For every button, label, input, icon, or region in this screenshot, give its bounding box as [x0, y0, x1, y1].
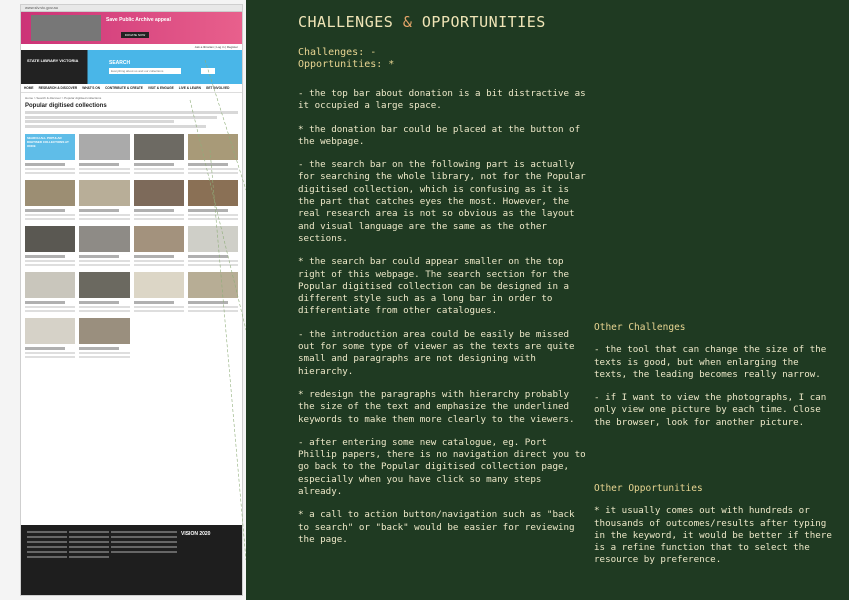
nav-item[interactable]: GET INVOLVED	[205, 86, 230, 90]
note-paragraph: - the search bar on the following part is actually for searching the whole library, not for the Popular digitised collection, which is confusing as it is the part that catches eyes the most. However, the real research area is not so obvious as the layout and visual language are the same as the other sections.	[298, 159, 586, 244]
donation-title: Save Public Archive appeal	[106, 17, 171, 23]
side-paragraph: - the tool that can change the size of the texts is good, but when enlarging the texts, the leading becomes really narrow.	[594, 344, 827, 380]
main-notes	[298, 88, 590, 557]
page-title: Popular digitised collections	[25, 103, 107, 109]
legend-opportunities: Opportunities: *	[298, 59, 395, 70]
nav-item[interactable]: HOME	[24, 86, 34, 90]
nav-item[interactable]: CONTRIBUTE & CREATE	[105, 86, 143, 90]
board-title	[298, 13, 546, 31]
annotation-lines	[0, 0, 246, 600]
note-paragraph: * the search bar could appear smaller on the top right of this webpage. The search section for the Popular digitised collection can be designed in a different style such as a long bar in order to differentiate from other catalogues.	[298, 256, 570, 317]
note-paragraph: - the introduction area could be easily be missed out for some type of viewer as the texts are quite small and paragraphs are not designing with hierarchy.	[298, 328, 575, 377]
other-challenges-heading: Other Challenges	[594, 322, 686, 333]
search-label: SEARCH	[109, 60, 131, 66]
note-paragraph: - the top bar about donation is a bit distractive as it occupied a large space.	[298, 88, 586, 112]
breadcrumb[interactable]: Home > Search & discover > Popular digitised collections	[25, 96, 102, 100]
library-logo[interactable]: STATE LIBRARY VICTORIA	[27, 58, 79, 63]
nav-item[interactable]: WHAT'S ON	[82, 86, 101, 90]
note-paragraph: * a call to action button/navigation such as "back to search" or "back" would be easier for reviewing the page.	[298, 509, 575, 545]
note-paragraph: - after entering some new catalogue, eg. Port Phillip papers, there is no navigation direct you to go back to the Popular digitised collection page, especially when you have click so many steps already.	[298, 436, 586, 498]
nav-item[interactable]: RESEARCH & DISCOVER	[38, 86, 78, 90]
note-paragraph: * redesign the paragraphs with hierarchy probably the size of the text and emphasize the underlined keywords to make them more clearly to the viewers.	[298, 388, 575, 425]
nav-item[interactable]: VISIT & ENGAGE	[147, 86, 174, 90]
vision-logo: VISION 2020	[181, 531, 211, 537]
annotation-board	[246, 0, 849, 600]
side-paragraph: - if I want to view the photographs, I can only view one picture by each time. Close the browser, look for another picture.	[594, 392, 827, 428]
other-challenges	[594, 322, 834, 440]
annotation-line	[190, 100, 246, 330]
screenshot-sheet	[0, 0, 246, 600]
legend	[298, 47, 394, 71]
other-opportunities	[594, 483, 834, 578]
search-all-tile[interactable]: SEARCH ALL POPULAR DIGITISED COLLECTIONS AT ONCE	[25, 134, 75, 160]
title-ampersand: &	[402, 13, 413, 31]
title-challenges: CHALLENGES	[298, 13, 394, 31]
search-input[interactable]: Everything about us and our collections	[109, 68, 181, 74]
utility-links[interactable]: Ask a librarian | Log in | Register	[21, 44, 242, 50]
browser-bar: www.slv.vic.gov.au	[21, 5, 242, 12]
annotation-line	[210, 150, 246, 560]
donate-button[interactable]: DONATE NOW	[121, 32, 149, 38]
annotation-line	[205, 60, 246, 190]
legend-challenges: Challenges: -	[298, 47, 377, 58]
side-paragraph: * it usually comes out with hundreds or thousands of outcomes/results after typing in the keyword, it would be better if there is a refine function that to select the resource by preference.	[594, 505, 832, 566]
nav-item[interactable]: LIVE & LEARN	[178, 86, 201, 90]
title-opportunities: OPPORTUNITIES	[421, 13, 546, 31]
other-opportunities-heading: Other Opportunities	[594, 483, 703, 494]
note-paragraph: * the donation bar could be placed at the button of the webpage.	[298, 123, 581, 147]
